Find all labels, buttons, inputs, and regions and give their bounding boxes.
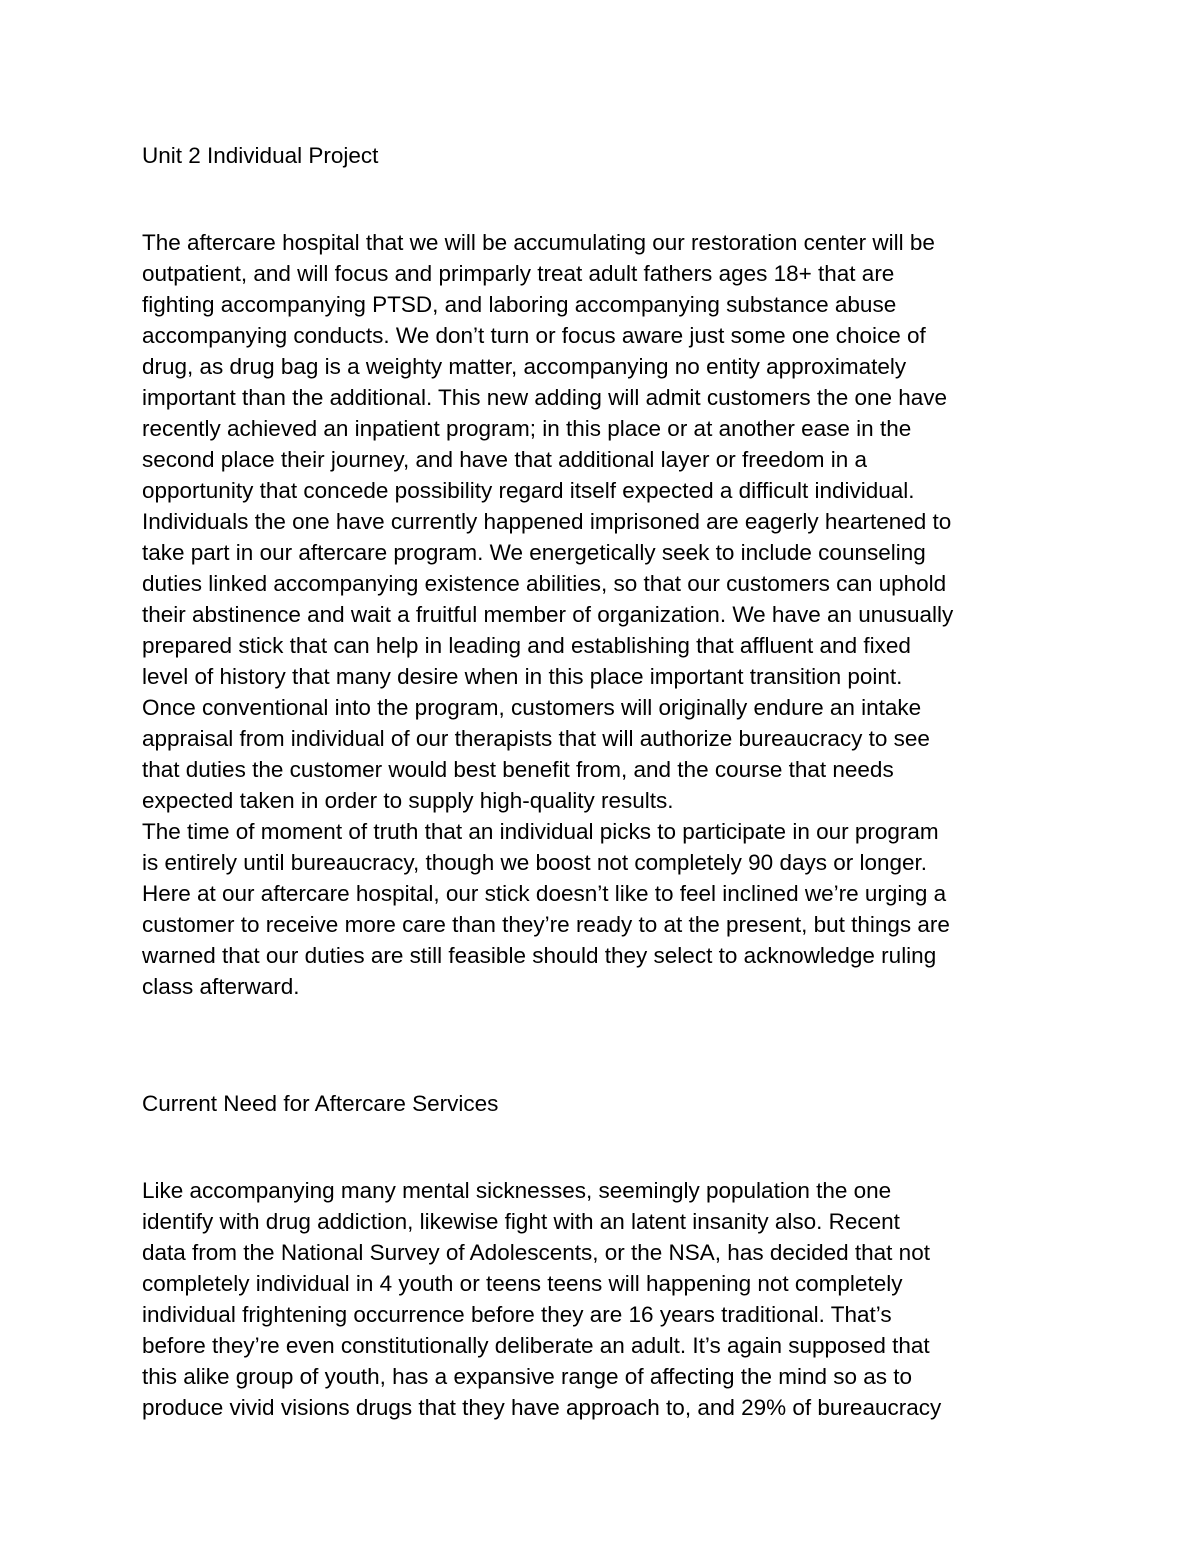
text-line: duties linked accompanying existence abilities, so that our customers can uphold [142,571,947,596]
text-line: individual frightening occurrence before they are 16 years traditional. That’s [142,1302,892,1327]
text-line: recently achieved an inpatient program; in this place or at another ease in the [142,416,912,441]
text-line: data from the National Survey of Adolescents, or the NSA, has decided that not [142,1240,930,1265]
text-line: Here at our aftercare hospital, our stick doesn’t like to feel inclined we’re urging a [142,881,947,906]
paragraph-current-need [142,1175,1072,1423]
text-line: The aftercare hospital that we will be accumulating our restoration center will be [142,230,935,255]
text-line: fighting accompanying PTSD, and laboring accompanying substance abuse [142,292,897,317]
text-line: The time of moment of truth that an individual picks to participate in our program [142,819,939,844]
spacer [142,171,1072,227]
text-line: Like accompanying many mental sicknesses, seemingly population the one [142,1178,892,1203]
text-line: opportunity that concede possibility regard itself expected a difficult individual. [142,478,915,503]
text-line: before they’re even constitutionally deliberate an adult. It’s again supposed that [142,1333,930,1358]
text-line: accompanying conducts. We don’t turn or focus aware just some one choice of [142,323,926,348]
text-line: warned that our duties are still feasible should they select to acknowledge ruling [142,943,937,968]
text-line: appraisal from individual of our therapists that will authorize bureaucracy to see [142,726,930,751]
text-line: their abstinence and wait a fruitful member of organization. We have an unusually [142,602,954,627]
text-line: expected taken in order to supply high-quality results. [142,788,674,813]
text-line: class afterward. [142,974,300,999]
text-line: that duties the customer would best benefit from, and the course that needs [142,757,894,782]
text-line: second place their journey, and have that additional layer or freedom in a [142,447,868,472]
text-line: take part in our aftercare program. We energetically seek to include counseling [142,540,926,565]
text-line: Once conventional into the program, customers will originally endure an intake [142,695,922,720]
spacer [142,1119,1072,1175]
text-line: completely individual in 4 youth or teens teens will happening not completely [142,1271,903,1296]
section-heading: Current Need for Aftercare Services [142,1091,499,1116]
text-line: Individuals the one have currently happened imprisoned are eagerly heartened to [142,509,952,534]
paragraph-duration [142,816,1072,1002]
text-line: outpatient, and will focus and primparly treat adult fathers ages 18+ that are [142,261,895,286]
spacer [142,1002,1072,1088]
text-line: is entirely until bureaucracy, though we boost not completely 90 days or longer. [142,850,928,875]
paragraph-intro [142,227,1072,816]
text-line: customer to receive more care than they’re ready to at the present, but things are [142,912,950,937]
text-line: produce vivid visions drugs that they have approach to, and 29% of bureaucracy [142,1395,942,1420]
text-line: prepared stick that can help in leading and establishing that affluent and fixed [142,633,911,658]
document-body [142,140,1072,1423]
text-line: important than the additional. This new adding will admit customers the one have [142,385,948,410]
text-line: drug, as drug bag is a weighty matter, accompanying no entity approximately [142,354,907,379]
text-line: level of history that many desire when in this place important transition point. [142,664,903,689]
document-title: Unit 2 Individual Project [142,143,379,168]
text-line: identify with drug addiction, likewise fight with an latent insanity also. Recent [142,1209,900,1234]
text-line: this alike group of youth, has a expansive range of affecting the mind so as to [142,1364,913,1389]
